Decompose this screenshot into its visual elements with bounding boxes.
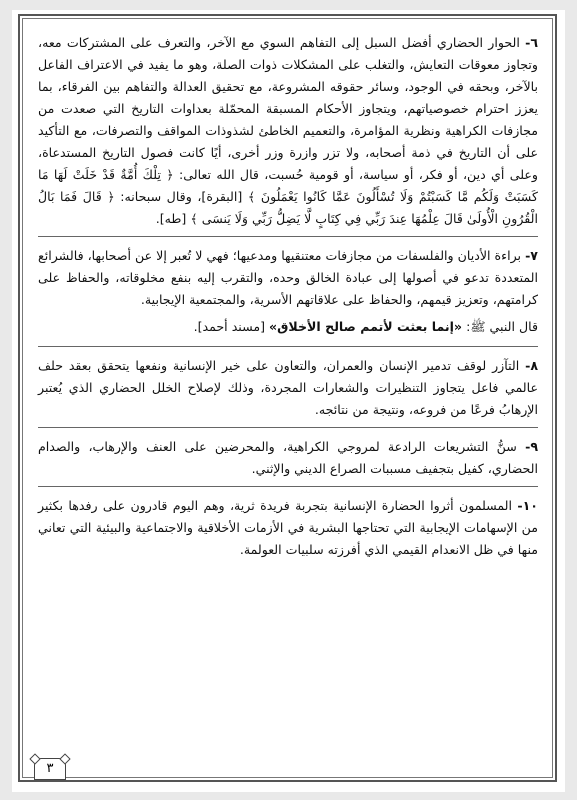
divider <box>38 486 538 487</box>
quran-quote: ﴿ قَالَ فَمَا بَالُ الْقُرُونِ الْأُولَىٰ قَالَ عِلْمُهَا عِندَ رَبِّي فِي كِتَابٍ لَّا يَضِلُّ رَبِّي وَلَا يَنسَى ﴾ <box>38 189 538 226</box>
divider <box>38 236 538 237</box>
quote-reference: [طه]. <box>155 211 187 226</box>
paragraph-item-10 <box>38 495 538 561</box>
hadith-text: «إنما بعثت لأتمم صالح الأخلاق» <box>269 319 463 334</box>
paragraph-text: ، وقال سبحانه: <box>120 189 202 204</box>
divider <box>38 427 538 428</box>
paragraph-text: سنُّ التشريعات الرادعة لمروجي الكراهية، والمحرضين على العنف والإرهاب، والصدام الحضاري، كفيل بتجفيف مسببات الصراع الديني والإثني. <box>38 439 538 476</box>
document-page <box>12 10 565 792</box>
quote-reference: [البقرة] <box>201 189 243 204</box>
divider <box>38 346 538 347</box>
paragraph-text: الحوار الحضاري أفضل السبل إلى التفاهم السوي مع الآخر، والتعرف على المشتركات معه، وتجاوز معوقات التعايش، والتغلب على المشكلات ذوات الصلة، وهو ما يفيد في الاعتراف الفاعل بالآخر، وبحقه في الوجود، وسائر حقوقه المشروعة، مع تحقيق العدالة والتفاهم بين الفرقاء، بما يعزز احترام خصوصياتهم، ويتجاوز الأحكام المسبقة المحمّلة بعداوات التاريخ التي صعدت من مجازفات الكراهية ونظرية المؤامرة، والتعميم الخاطئ لشذوذات المواقف والتصرفات، مع التأكيد على أن التاريخ في ذمة أصحابه، ولا تزر وازرة وزر أخرى، أيًا كانت فصول التاريخ المستدعاة، وعلى أي دين، أو فكر، أو سياسة، أو قومية حُسبت، قال الله تعالى: <box>38 35 538 182</box>
paragraph-item-8 <box>38 355 538 421</box>
paragraph-text: براءة الأديان والفلسفات من مجازفات معتنقيها ومدعيها؛ فهي لا تُعبر إلا عن أصحابها، فالشرائع المتعددة تدعو في أصولها إلى عبادة الخالق وحده، والتقرب إليه بنفع مخلوقاته، والحفاظ على كرامتهم، وتعزيز قيمهم، والحفاظ على علاقاتهم الأسرية، والمجتمعية الإيجابية. <box>38 248 538 307</box>
hadith-reference: [مسند أحمد]. <box>193 319 265 334</box>
paragraph-text: المسلمون أثروا الحضارة الإنسانية بتجربة فريدة ثرية، وهم اليوم قادرون على رفدها بكثير من الإسهامات الإيجابية التي تحتاجها البشرية في الأزمات الأخلاقية والاجتماعية والبيئية التي تعاني منها في ظل الانعدام القيمي الذي أفرزته سلبيات العولمة. <box>38 498 538 557</box>
item-number: ٩- <box>525 439 538 454</box>
page-content <box>38 32 538 566</box>
item-number: ٦- <box>525 35 538 50</box>
page-number: ٣ <box>34 758 66 780</box>
paragraph-item-6 <box>38 32 538 230</box>
paragraph-item-9 <box>38 436 538 480</box>
item-number: ٨- <box>525 358 538 373</box>
paragraph-item-7 <box>38 245 538 311</box>
item-number: ١٠- <box>517 498 538 513</box>
item-number: ٧- <box>525 248 538 263</box>
hadith-intro: قال النبي ﷺ: <box>466 319 538 334</box>
paragraph-text: التآزر لوقف تدمير الإنسان والعمران، والتعاون على خير الإنسانية ونفعها يتحقق بعقد حلف عالمي فاعل يتجاوز التنظيرات والشعارات المجردة، وذلك لإصلاح الخلل الحضاري الذي يُعتبر الإرهابُ فرعًا من فروعه، ونتيجة من نتائجه. <box>38 358 538 417</box>
hadith-quote <box>38 316 538 338</box>
quran-quote: ﴿ تِلْكَ أُمَّةٌ قَدْ خَلَتْ لَهَا مَا كَسَبَتْ وَلَكُم مَّا كَسَبْتُمْ وَلَا تُسْأَلُونَ عَمَّا كَانُوا يَعْمَلُونَ ﴾ <box>38 167 538 204</box>
